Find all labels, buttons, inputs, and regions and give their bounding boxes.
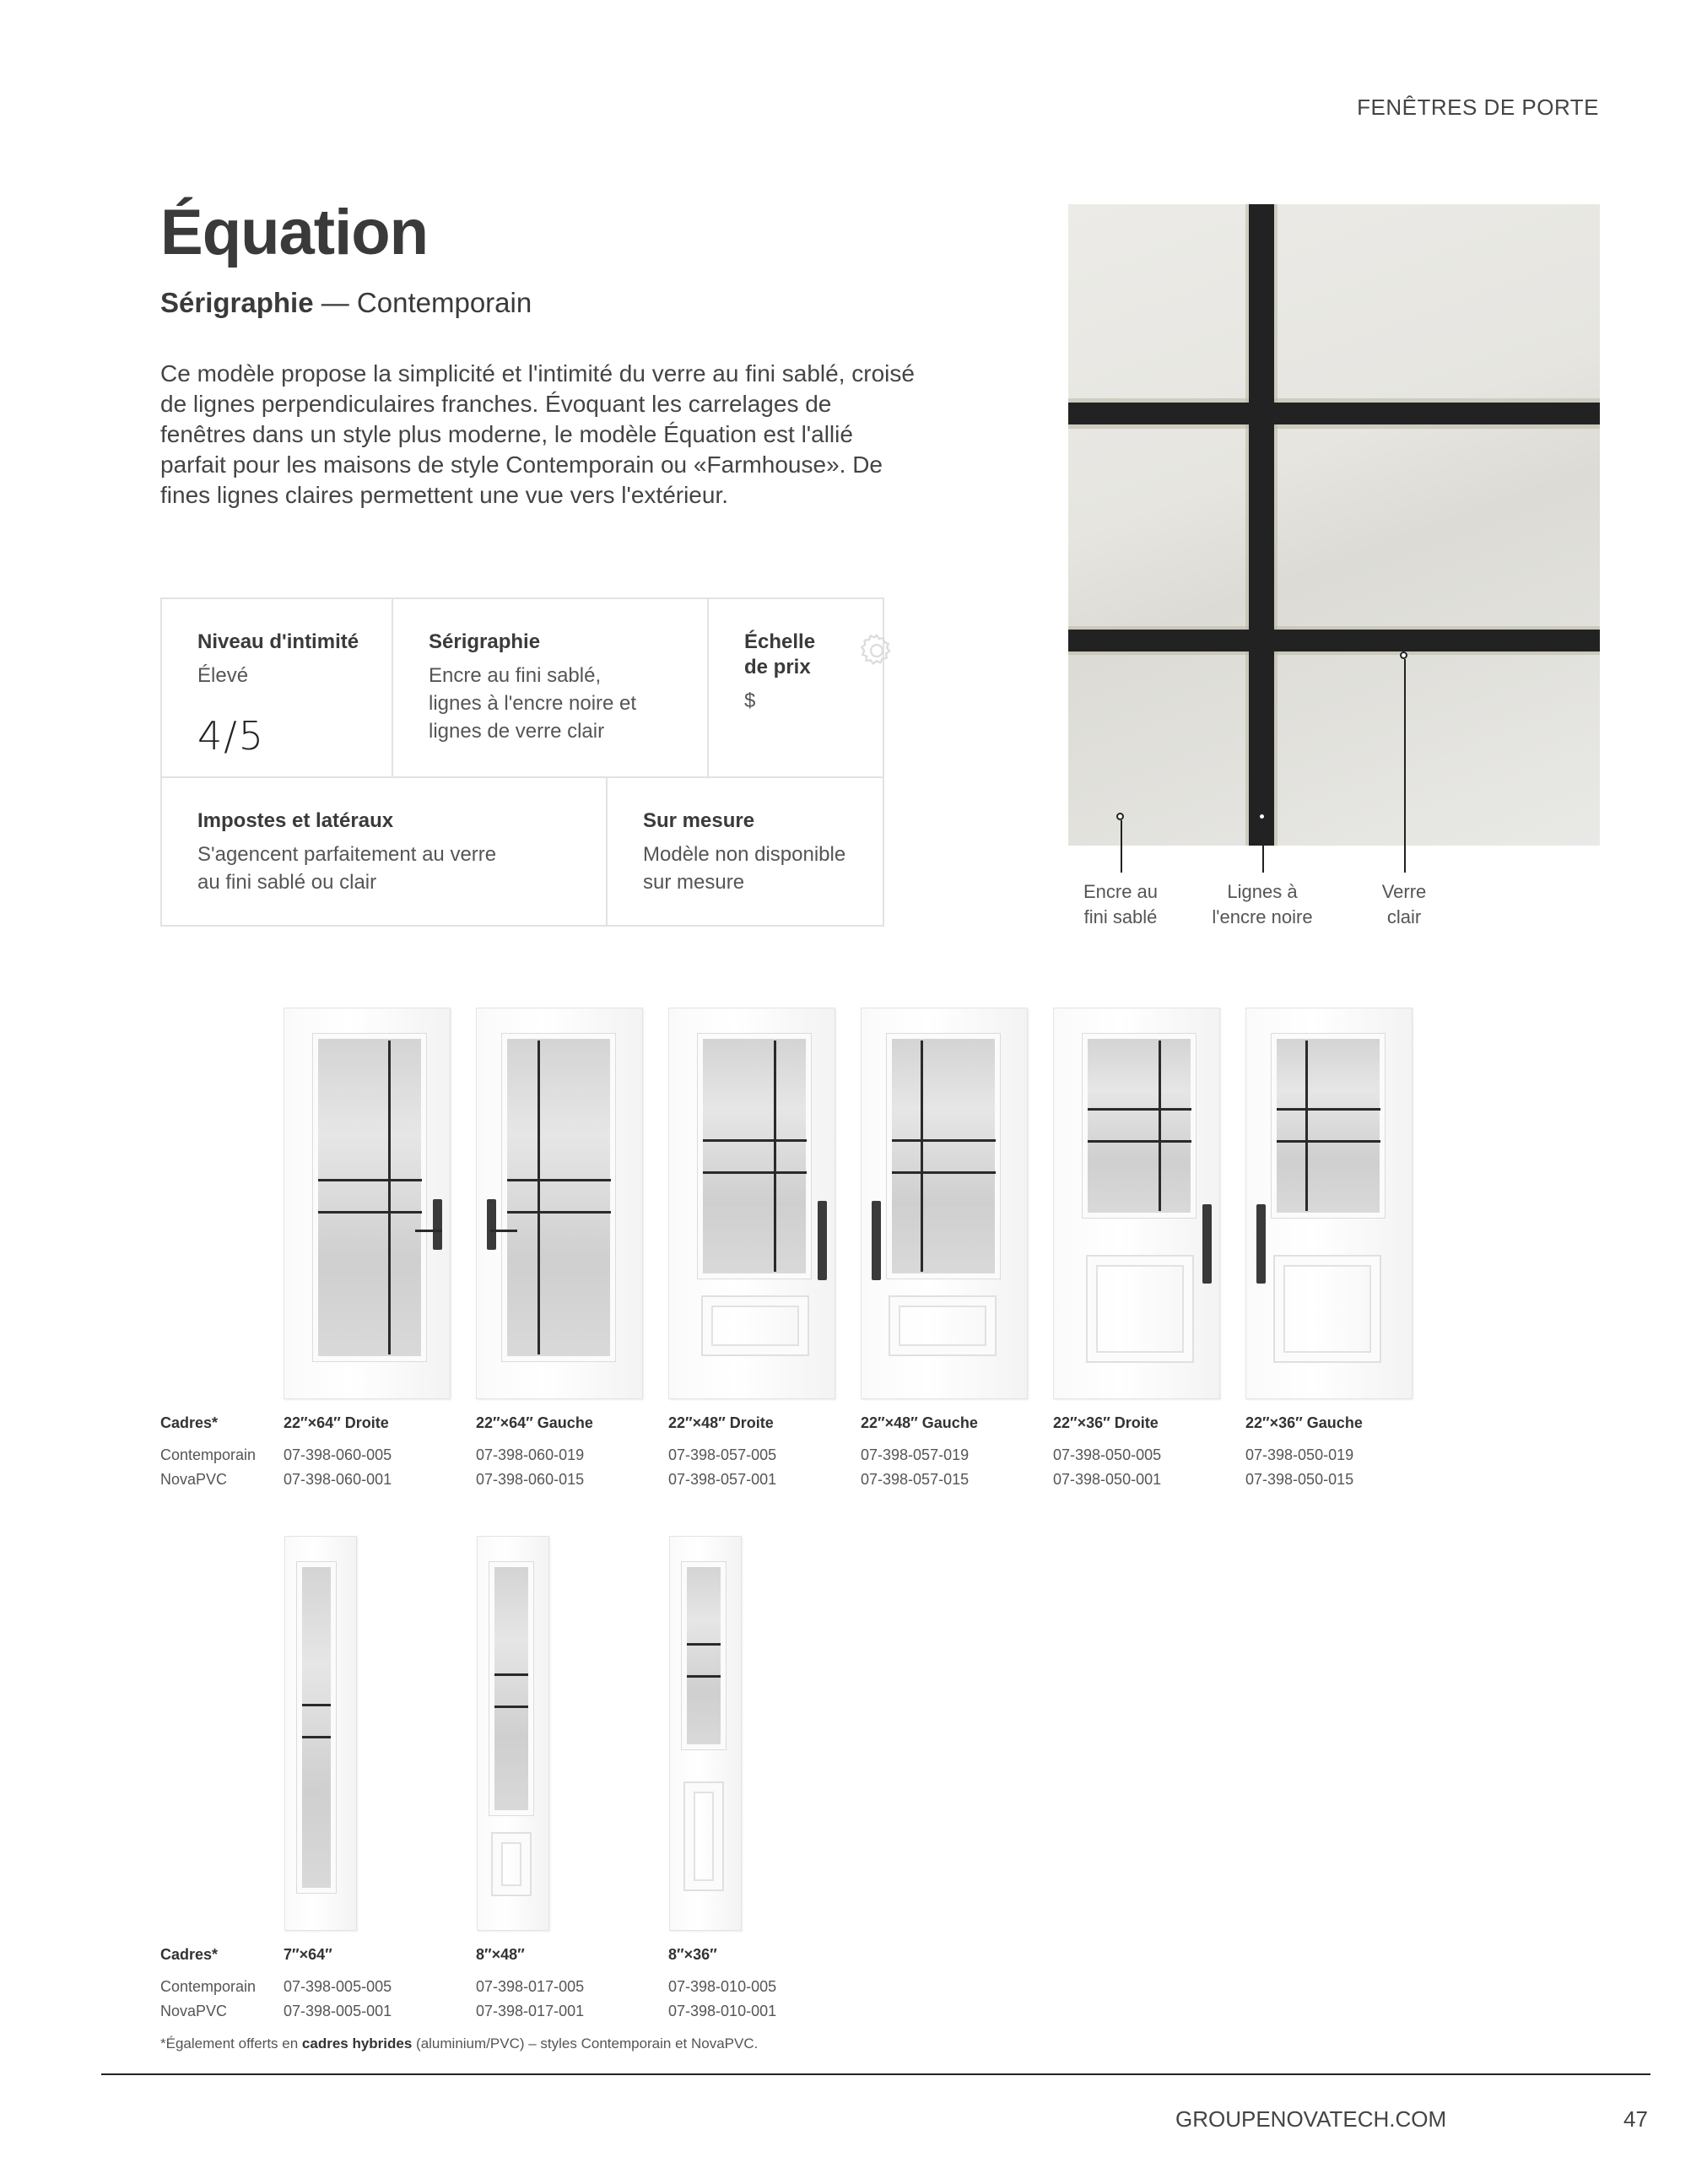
sidelite-image-8x36 [669, 1536, 742, 1931]
privacy-rating: 4/5 [197, 713, 266, 759]
product-code: 07-398-050-001 [1053, 1471, 1162, 1488]
spec-table [160, 597, 884, 927]
spec-price-title: Échelle de prix [744, 630, 816, 678]
product-code: 07-398-017-001 [476, 2003, 585, 2019]
subtitle-type: Sérigraphie [160, 287, 314, 318]
sidelite-panel [683, 1781, 724, 1891]
frame-label: Contemporain [160, 1446, 257, 1463]
callout-label-clear-glass: Verre clair [1381, 881, 1427, 927]
product-code: 07-398-057-001 [668, 1471, 777, 1488]
novapvc-codes-row [160, 1471, 1595, 1491]
glass-pane [502, 1034, 615, 1361]
door-size: 22″×48″ Droite [668, 1414, 774, 1431]
footnote: *Également offerts en cadres hybrides (aluminium/PVC) – styles Contemporain et NovaPVC. [160, 2035, 759, 2052]
spec-transoms-title: Impostes et latéraux [197, 809, 394, 832]
product-code: 07-398-057-019 [861, 1446, 970, 1463]
door-image-22x48-gauche [861, 1008, 1028, 1399]
product-code: 07-398-005-005 [284, 1978, 392, 1995]
door-handle [433, 1199, 442, 1250]
spec-custom-title: Sur mesure [643, 809, 755, 832]
callout-line-sandblasted [1121, 820, 1122, 873]
spec-custom [608, 778, 883, 927]
product-code: 07-398-050-019 [1245, 1446, 1354, 1463]
spec-privacy-title: Niveau d'intimité [197, 630, 359, 653]
sidelite-size: 7″×64″ [284, 1946, 332, 1963]
product-code: 07-398-060-019 [476, 1446, 585, 1463]
door-handle [872, 1201, 881, 1280]
product-code: 07-398-060-005 [284, 1446, 392, 1463]
door-handle [818, 1201, 827, 1280]
product-code: 07-398-010-001 [668, 2003, 777, 2019]
spec-screenprint-title: Sérigraphie [429, 630, 541, 653]
glass-pane [297, 1562, 336, 1893]
spec-price-value: $ [744, 689, 756, 712]
frame-label: Contemporain [160, 1978, 257, 1995]
frames-label: Cadres* [160, 1946, 219, 1963]
contemporain-codes-row [160, 1446, 1595, 1467]
product-code: 07-398-060-001 [284, 1471, 392, 1488]
product-code: 07-398-050-015 [1245, 1471, 1354, 1488]
sidelite-size: 8″×48″ [476, 1946, 525, 1963]
door-image-22x36-gauche [1245, 1008, 1413, 1399]
product-code: 07-398-050-005 [1053, 1446, 1162, 1463]
door-size: 22″×36″ Droite [1053, 1414, 1159, 1431]
door-panel [701, 1295, 809, 1356]
footer-divider [101, 2073, 1650, 2075]
spec-price [709, 599, 883, 778]
page-number: 47 [1623, 2106, 1648, 2132]
sidelite-contemporain-row [160, 1978, 920, 1998]
sidelite-novapvc-row [160, 2003, 920, 2023]
door-image-22x36-droite [1053, 1008, 1220, 1399]
glass-closeup-image [1068, 204, 1600, 846]
door-handle [487, 1199, 496, 1250]
footer-website[interactable]: GROUPENOVATECH.COM [1175, 2106, 1447, 2132]
subtitle-style: — Contemporain [313, 287, 532, 318]
door-image-22x48-droite [668, 1008, 835, 1399]
product-code: 07-398-057-015 [861, 1471, 970, 1488]
spec-screenprint [393, 599, 709, 778]
spec-privacy-value: Élevé [197, 664, 249, 687]
door-size: 22″×48″ Gauche [861, 1414, 978, 1431]
sidelite-image-8x48 [477, 1536, 549, 1931]
door-sizes-row [160, 1414, 1595, 1435]
glass-pane [489, 1562, 533, 1815]
glass-pane [698, 1034, 811, 1279]
glass-pane [1083, 1034, 1196, 1218]
black-line-horizontal-1 [1068, 403, 1600, 424]
sidelite-panel [491, 1832, 532, 1896]
spec-custom-value: Modèle non disponible sur mesure [643, 843, 846, 894]
door-size: 22″×64″ Droite [284, 1414, 389, 1431]
product-description: Ce modèle propose la simplicité et l'intimité du verre au fini sablé, croisé de lignes perpendiculaires franches. Évoquant les carrelages de fenêtres dans un style plus moderne, le modèle Équation est l'allié parfait pour les maisons de style Contemporain ou «Farmhouse». De fines lignes claires permettent une vue vers l'extérieur. [160, 360, 915, 508]
door-size: 22″×64″ Gauche [476, 1414, 593, 1431]
spec-transoms-value: S'agencent parfaitement au verre au fini sablé ou clair [197, 843, 497, 894]
product-subtitle [160, 287, 532, 319]
black-line-horizontal-2 [1068, 630, 1600, 651]
product-code: 07-398-005-001 [284, 2003, 392, 2019]
glass-pane [313, 1034, 426, 1361]
product-code: 07-398-017-005 [476, 1978, 585, 1995]
spec-screenprint-value: Encre au fini sablé, lignes à l'encre noire et lignes de verre clair [429, 664, 637, 743]
callout-dot-black-ink [1258, 813, 1266, 820]
glass-pane [1272, 1034, 1385, 1218]
glass-pane [887, 1034, 1000, 1279]
callout-label-black-ink: Lignes à l'encre noire [1212, 881, 1313, 927]
door-panel [1273, 1255, 1381, 1363]
glass-pane [682, 1562, 726, 1749]
frame-label: NovaPVC [160, 1471, 228, 1488]
door-size: 22″×36″ Gauche [1245, 1414, 1363, 1431]
door-handle [1256, 1204, 1266, 1284]
callout-line-clear-glass [1404, 659, 1406, 873]
sidelite-size: 8″×36″ [668, 1946, 717, 1963]
callout-line-black-ink [1262, 820, 1264, 873]
callout-dot-sandblasted [1116, 813, 1124, 820]
spec-privacy [162, 599, 393, 778]
product-code: 07-398-057-005 [668, 1446, 777, 1463]
sidelite-image-7x64 [284, 1536, 357, 1931]
sidelite-sizes-row [160, 1946, 920, 1966]
product-code: 07-398-060-015 [476, 1471, 585, 1488]
door-panel [889, 1295, 997, 1356]
section-label: FENÊTRES DE PORTE [1357, 95, 1599, 120]
spec-transoms [162, 778, 608, 927]
door-handle [1202, 1204, 1212, 1284]
product-title: Équation [160, 197, 429, 268]
door-panel [1086, 1255, 1194, 1363]
callout-dot-clear-glass [1400, 651, 1407, 659]
black-line-vertical [1249, 204, 1274, 846]
callout-label-sandblasted: Encre au fini sablé [1083, 881, 1159, 927]
door-image-22x64-droite [284, 1008, 451, 1399]
door-image-22x64-gauche [476, 1008, 643, 1399]
frame-label: NovaPVC [160, 2003, 228, 2019]
frames-label: Cadres* [160, 1414, 219, 1431]
gear-icon [857, 631, 896, 670]
product-code: 07-398-010-005 [668, 1978, 777, 1995]
